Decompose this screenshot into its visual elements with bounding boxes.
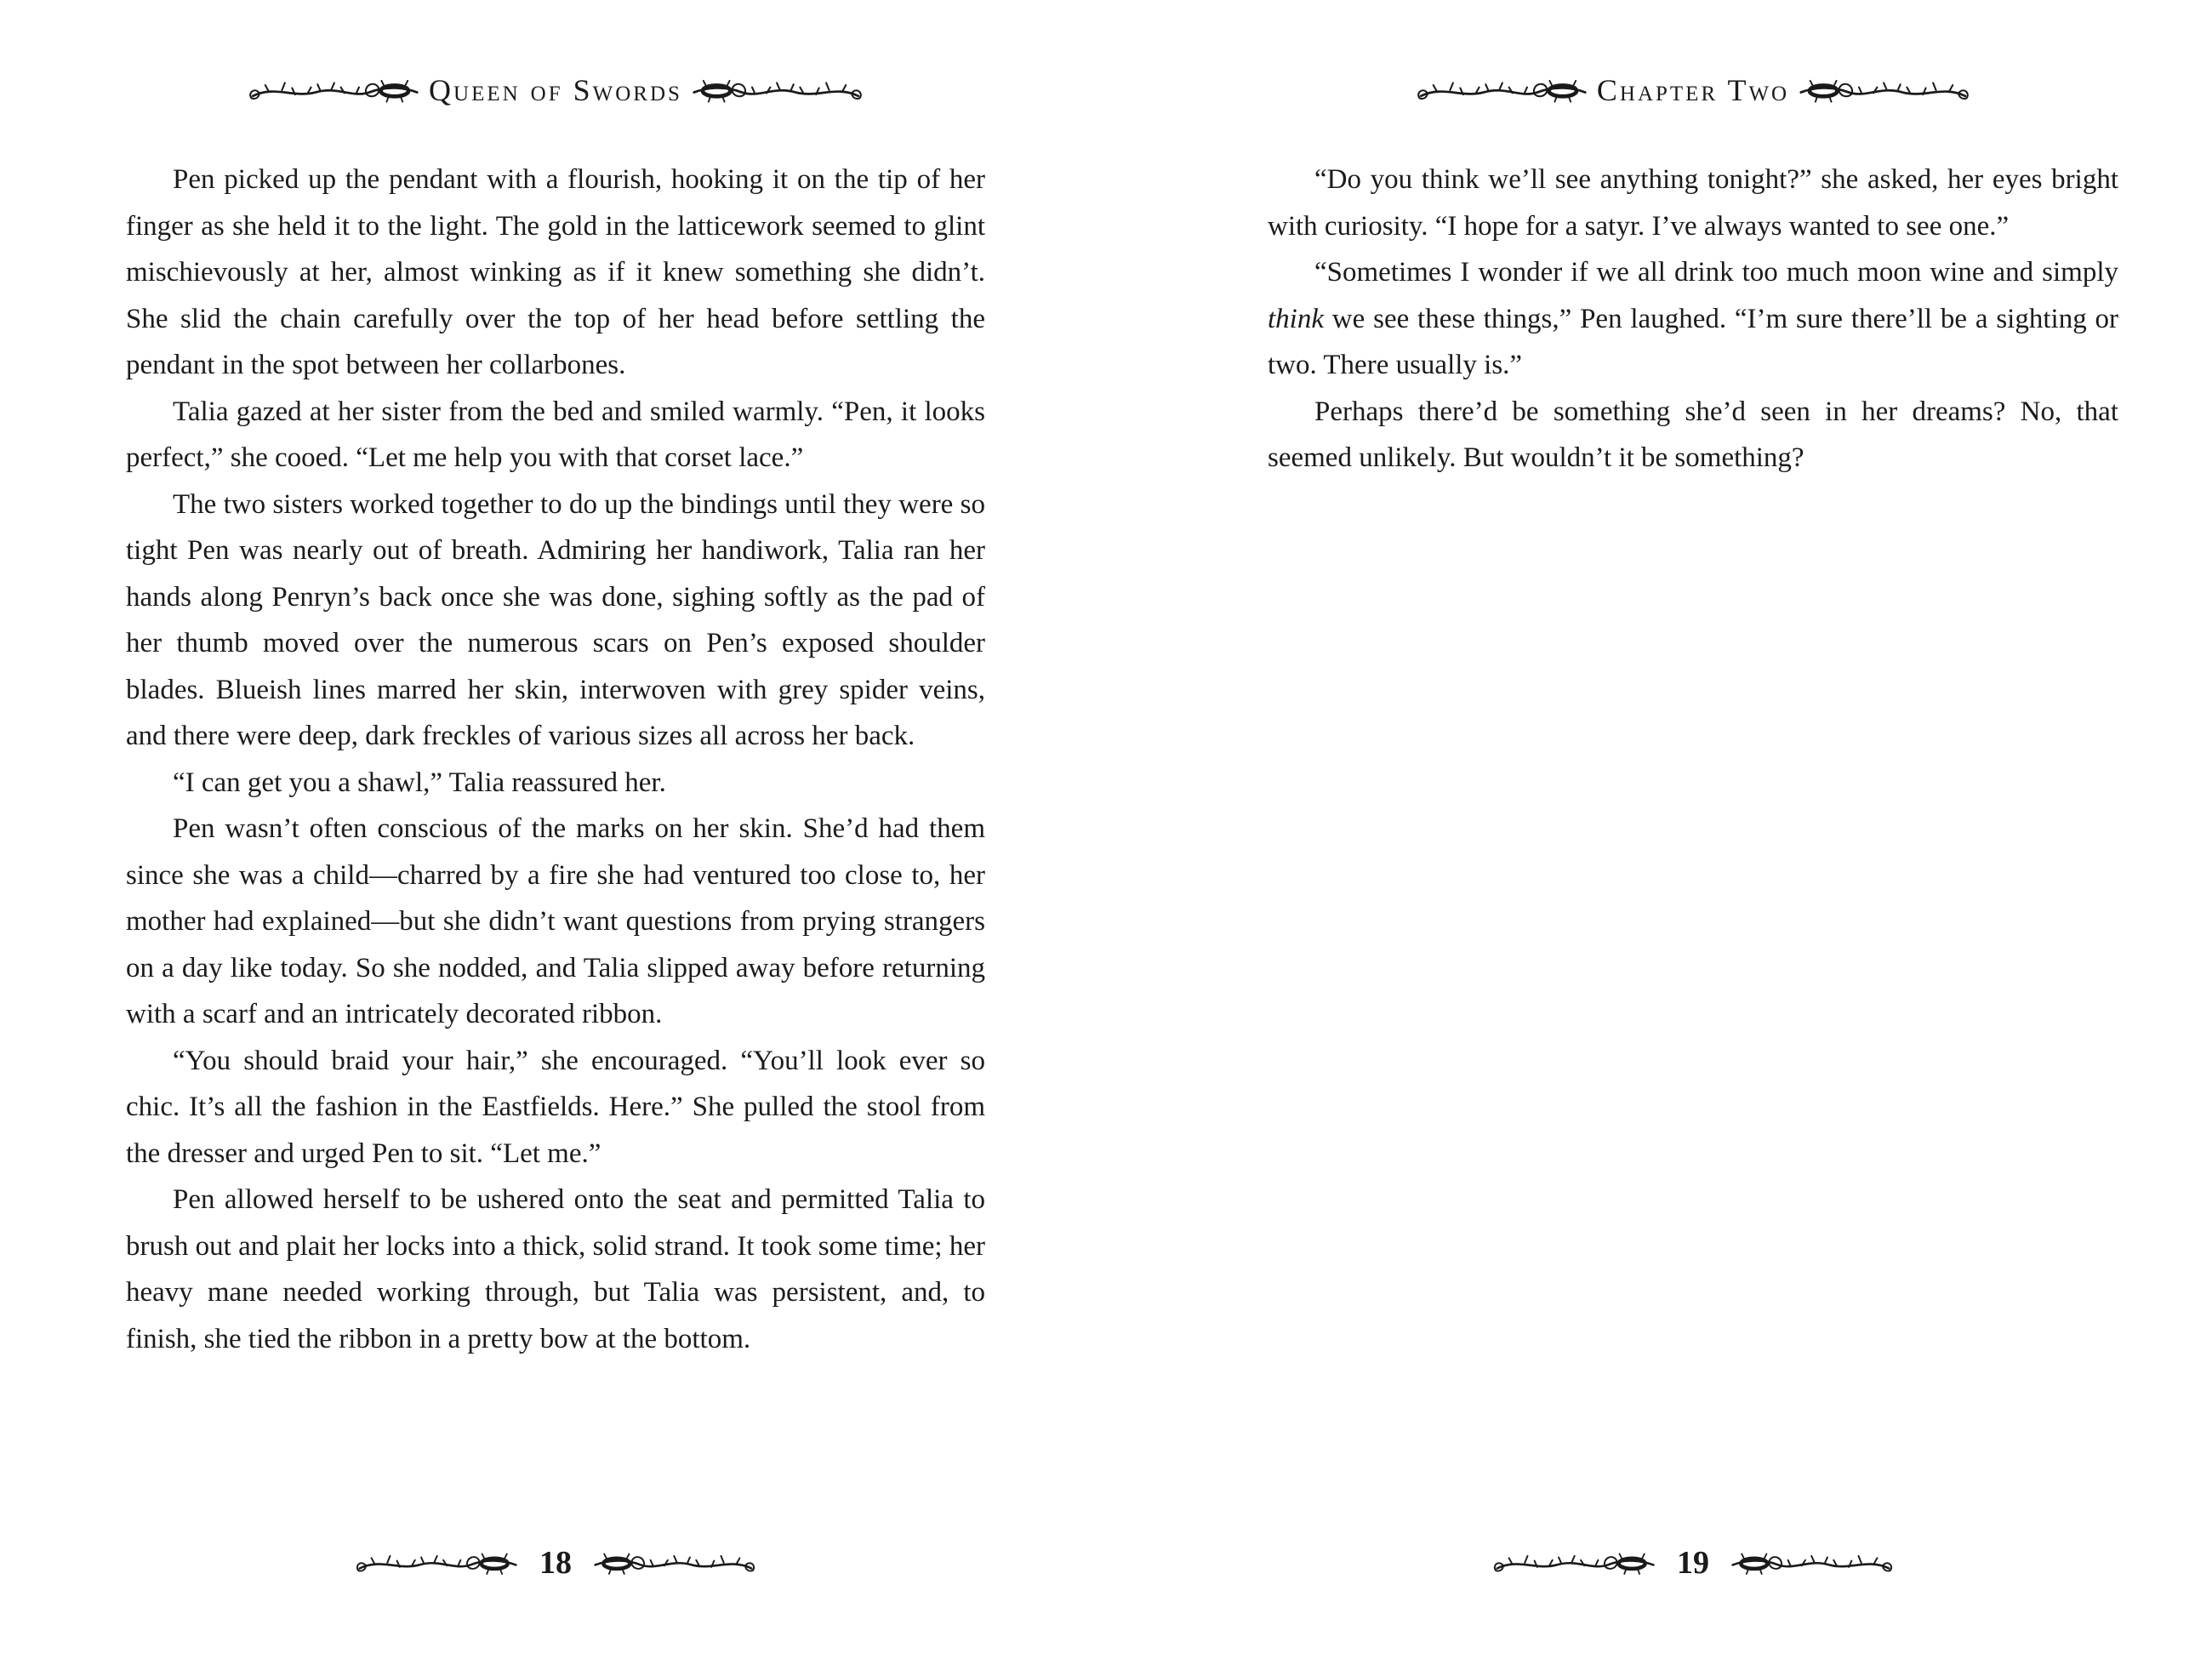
paragraph [126, 1038, 985, 1177]
running-head [1268, 68, 2118, 112]
thorn-flourish-right-icon [1799, 68, 1974, 112]
paragraph [126, 157, 985, 389]
thorn-flourish-right-icon [693, 68, 867, 112]
footer-flourish-right-icon [594, 1542, 760, 1584]
text-segment: “You should braid your hair,” she encouraged. “You’ll look ever so chic. It’s all the fashion in the Eastfields. Here.” She pulled the stool from the dresser and urged Pen to sit. “Let me.” [126, 1045, 985, 1169]
text-segment: “Do you think we’ll see anything tonight?” she asked, her eyes bright with curiosity. “I hope for a satyr. I’ve always wanted to see one.” [1268, 164, 2118, 242]
page-number: 19 [1677, 1545, 1709, 1581]
text-segment: “Sometimes I wonder if we all drink too much moon wine and simply [1314, 257, 2118, 288]
thorn-flourish-left-icon [244, 68, 419, 112]
text-segment: Pen picked up the pendant with a flourish, hooking it on the tip of her finger as she held it to the light. The gold in the latticework seemed to glint mischievously at her, almost winking as if it knew something she didn’t. She slid the chain carefully over the top of her head before settling the pendant in the spot between her collarbones. [126, 164, 985, 380]
paragraph [126, 806, 985, 1038]
text-segment: Pen allowed herself to be ushered onto the seat and permitted Talia to brush out and plait her locks into a thick, solid strand. It took some time; her heavy mane needed working through, but Talia was persistent, and, to finish, she tied the ribbon in a pretty bow at the bottom. [126, 1184, 985, 1354]
text-segment: think [1268, 303, 1324, 334]
paragraph [1268, 249, 2118, 389]
body-text [126, 157, 985, 1362]
page-footer [1268, 1542, 2118, 1584]
text-segment: we see these things,” Pen laughed. “I’m sure there’ll be a sighting or two. There usually is.” [1268, 303, 2118, 380]
text-segment: Pen wasn’t often conscious of the marks on her skin. She’d had them since she was a child—charred by a fire she had ventured too close to, her mother had explained—but she didn’t want questions from prying strangers on a day like today. So she nodded, and Talia slipped away before returning with a scarf and an intricately decorated ribbon. [126, 813, 985, 1029]
page-number: 18 [539, 1545, 572, 1581]
text-segment: “I can get you a shawl,” Talia reassured her. [173, 767, 666, 798]
page-footer [126, 1542, 985, 1584]
footer-flourish-left-icon [351, 1542, 517, 1584]
paragraph [126, 1177, 985, 1362]
paragraph [126, 389, 985, 482]
running-head [126, 68, 985, 112]
paragraph [126, 482, 985, 760]
text-segment: The two sisters worked together to do up the bindings until they were so tight Pen was nearly out of breath. Admiring her handiwork, Talia ran her hands along Penryn’s back once she was done, sighing softly as the pad of her thumb moved over the numerous scars on Pen’s exposed shoulder blades. Blueish lines marred her skin, interwoven with grey spider veins, and there were deep, dark freckles of various sizes all across her back. [126, 488, 985, 751]
paragraph [1268, 389, 2118, 482]
thorn-flourish-left-icon [1412, 68, 1587, 112]
paragraph [1268, 157, 2118, 249]
text-segment: Perhaps there’d be something she’d seen in her dreams? No, that seemed unlikely. But wouldn’t it be something? [1268, 396, 2118, 473]
body-text [1268, 157, 2118, 482]
right-page [1106, 0, 2212, 1659]
text-segment: Talia gazed at her sister from the bed and smiled warmly. “Pen, it looks perfect,” she cooed. “Let me help you with that corset lace.” [126, 396, 985, 473]
running-head-title: Chapter Two [1596, 73, 1790, 107]
footer-flourish-left-icon [1489, 1542, 1655, 1584]
paragraph [126, 760, 985, 807]
footer-flourish-right-icon [1731, 1542, 1897, 1584]
running-head-title: Queen of Swords [429, 73, 682, 107]
